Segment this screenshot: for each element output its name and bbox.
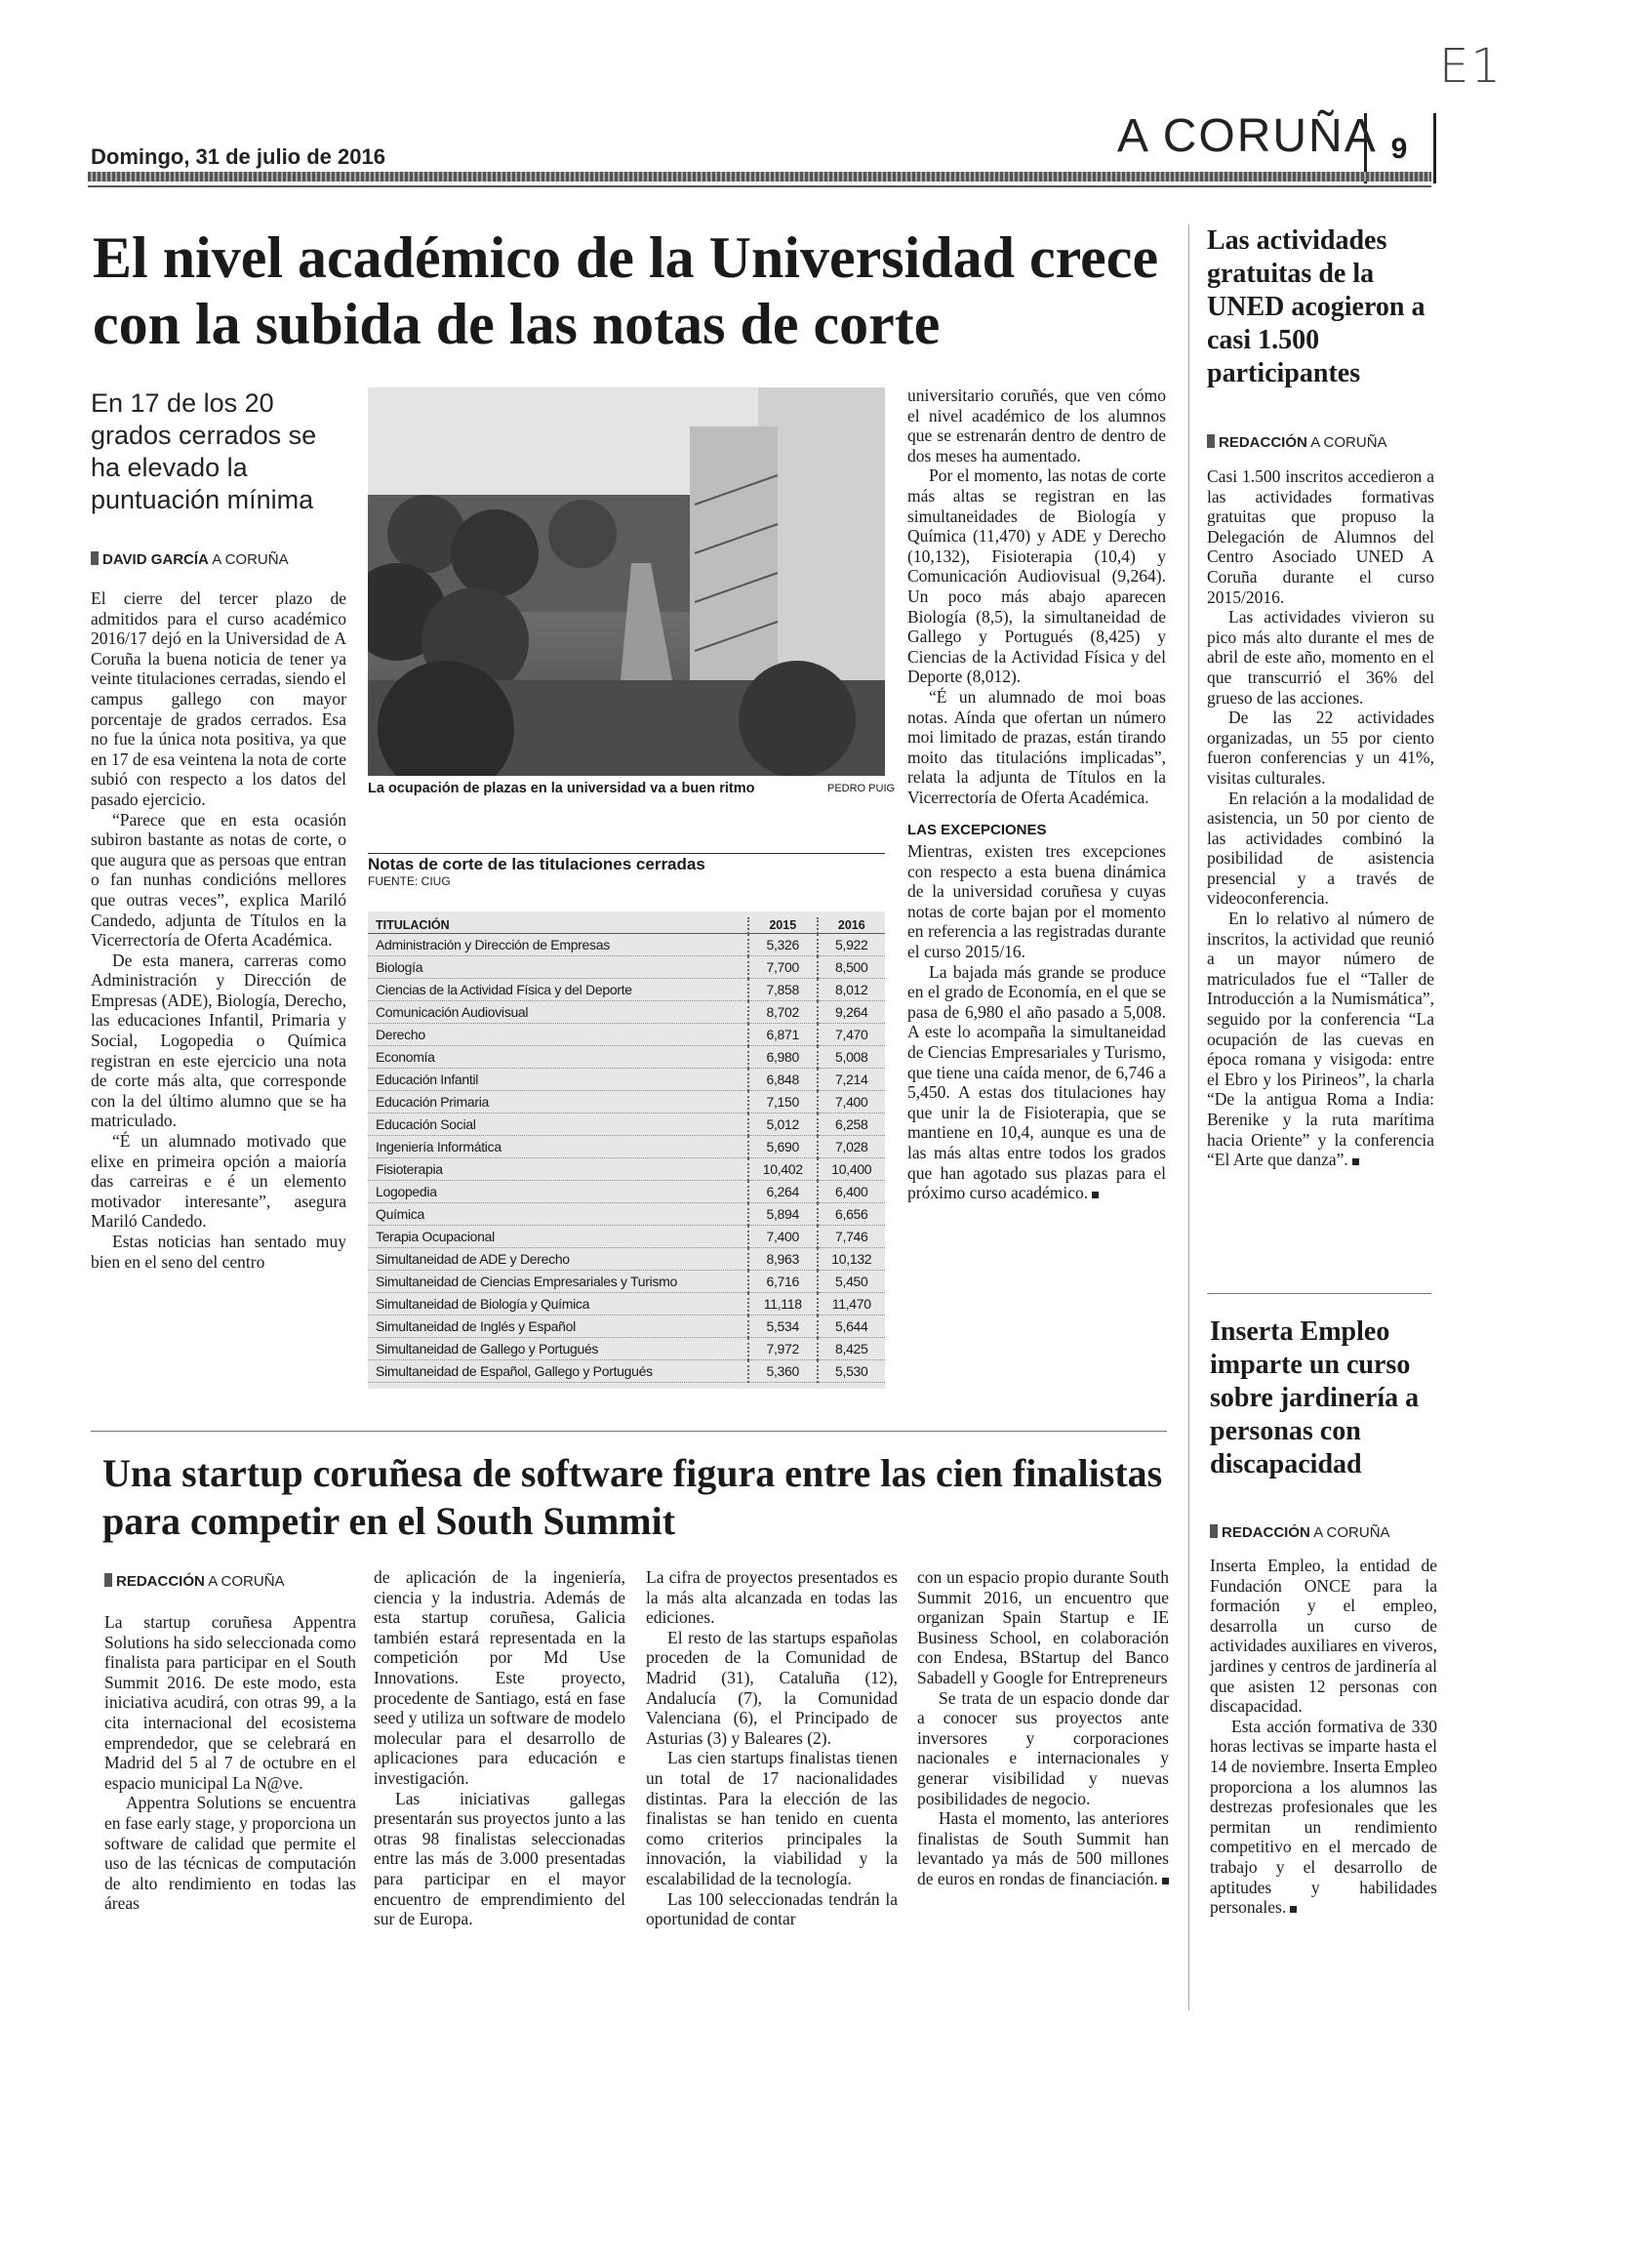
table-cell-2015: 5,894 [748, 1203, 818, 1226]
table-cell-2016: 10,132 [818, 1248, 885, 1271]
page-number: 9 [1390, 133, 1408, 165]
table-cell-2016: 7,470 [818, 1024, 885, 1046]
handwritten-mark: E1 [1439, 39, 1503, 94]
byline-marker [1210, 1524, 1218, 1538]
section-title: A CORUÑA [1117, 110, 1378, 162]
table-cell-2015: 11,118 [748, 1293, 818, 1316]
table-row [368, 1069, 885, 1091]
main-column-3 [907, 385, 1166, 1203]
table-cell-2015: 6,716 [748, 1271, 818, 1293]
table-cell-2015: 10,402 [748, 1158, 818, 1181]
table-cell-degree: Educación Social [368, 1114, 748, 1136]
uned-body [1207, 466, 1434, 1170]
startup-headline: Una startup coruñesa de software figura entre las cien finalistas para competir en el South Summit [102, 1451, 1163, 1543]
table-cell-2015: 7,150 [748, 1091, 818, 1114]
column-header-degree: TITULACIÓN [368, 917, 748, 934]
photo-caption: La ocupación de plazas en la universidad va a buen ritmo [368, 781, 755, 796]
byline-author: REDACCIÓN [1219, 434, 1307, 451]
table-cell-degree: Ingeniería Informática [368, 1136, 748, 1158]
table-cell-2016: 7,028 [818, 1136, 885, 1158]
paragraph: “É un alumnado de moi boas notas. Aínda que ofertan un número moi limitado de prazas, están tirando moito das titulacións implicadas”, relata la adjunta de Títulos en la Vicerrectoría de Oferta Académica. [907, 686, 1166, 807]
table-row [368, 1360, 885, 1383]
paragraph: El cierre del tercer plazo de admitidos para el curso académico 2016/17 dejó en la Universidad de A Coruña la buena noticia de tener ya veinte titulaciones cerradas, siendo el campus gallego con mayor porcentaje de grados cerrados. Esa no fue la única nota positiva, ya que en 17 de esa veintena la nota de corte subió con respecto a los datos del pasado ejercicio. [91, 588, 346, 809]
paragraph: de aplicación de la ingeniería, ciencia y la industria. Además de esta startup coruñesa, Galicia también estará representada en la competición por Md Use Innovations. Este proyecto, procedente de Santiago, está en fase seed y utiliza un software de modelo molecular para el desarrollo de aplicaciones para educación e investigación. [374, 1567, 625, 1788]
byline-place: A CORUÑA [208, 1573, 285, 1590]
paragraph: Las iniciativas gallegas presentarán sus proyectos junto a las otras 98 finalistas seleccionadas entre las más de 3.000 presentadas para participar en el mayor encuentro de emprendimiento del sur de Europa. [374, 1788, 625, 1929]
table-cell-2016: 8,425 [818, 1338, 885, 1360]
paragraph: Casi 1.500 inscritos accedieron a las actividades formativas gratuitas que propuso la Delegación de Alumnos del Centro Asociado UNED A Coruña durante el curso 2015/2016. [1207, 466, 1434, 607]
table-cell-degree: Química [368, 1203, 748, 1226]
table-cell-2015: 6,871 [748, 1024, 818, 1046]
table-cell-2016: 5,008 [818, 1046, 885, 1069]
paragraph [907, 962, 1166, 1203]
table-header-row [368, 917, 885, 934]
table-cell-degree: Terapia Ocupacional [368, 1226, 748, 1248]
column-header-2016: 2016 [818, 917, 885, 934]
byline-author: DAVID GARCÍA [102, 551, 209, 568]
table-cell-2016: 5,530 [818, 1360, 885, 1383]
table-cell-2016: 8,500 [818, 956, 885, 979]
inserta-byline [1210, 1524, 1390, 1541]
table-row [368, 1091, 885, 1114]
table-row [368, 1226, 885, 1248]
table-row [368, 1338, 885, 1360]
table-cell-degree: Comunicación Audiovisual [368, 1001, 748, 1024]
end-mark [1290, 1906, 1297, 1913]
paragraph-text: Hasta el momento, las anteriores finalistas de South Summit han levantado ya más de 500 millones de euros en rondas de financiación. [917, 1808, 1169, 1888]
table-cell-degree: Simultaneidad de Biología y Química [368, 1293, 748, 1316]
table-cell-2016: 11,470 [818, 1293, 885, 1316]
table-cell-2015: 7,700 [748, 956, 818, 979]
byline-place: A CORUÑA [212, 551, 289, 568]
table-cell-degree: Simultaneidad de Español, Gallego y Portugués [368, 1360, 748, 1383]
paragraph-text: Esta acción formativa de 330 horas lectivas se imparte hasta el 14 de noviembre. Inserta Empleo proporciona a los alumnos las destrezas profesionales que les permitan un rendimiento competitivo en el mercado de trabajo y el desarrollo de aptitudes y habilidades personales. [1210, 1716, 1437, 1918]
table-row [368, 1248, 885, 1271]
university-photo [368, 387, 885, 776]
paragraph: Las cien startups finalistas tienen un total de 17 nacionalidades distintas. Para la elección de las finalistas se han tenido en cuenta como criterios principales la innovación, la viabilidad y la escalabilidad de la tecnología. [646, 1748, 898, 1888]
grades-table [368, 911, 885, 1389]
table-cell-2016: 10,400 [818, 1158, 885, 1181]
byline-author: REDACCIÓN [1222, 1524, 1310, 1541]
table-cell-degree: Fisioterapia [368, 1158, 748, 1181]
table-row [368, 956, 885, 979]
photo-illustration [368, 387, 885, 776]
paragraph: De esta manera, carreras como Administración y Dirección de Empresas (ADE), Biología, Derecho, las educaciones Infantil, Primaria y Social, Logopedia o Química registran en este ejercicio una nota de corte más alta, que corresponde con la del último alumno que se ha matriculado. [91, 950, 346, 1131]
sidebar-divider [1207, 1293, 1431, 1294]
paragraph: Inserta Empleo, la entidad de Fundación ONCE para la formación y el empleo, desarrolla un curso de actividades auxiliares en viveros, jardines y centros de jardinería al que asisten 12 personas con discapacidad. [1210, 1556, 1437, 1717]
table-cell-2016: 6,656 [818, 1203, 885, 1226]
main-column-1 [91, 588, 346, 1272]
table-cell-2016: 9,264 [818, 1001, 885, 1024]
byline-marker [1207, 434, 1215, 448]
paragraph: “É un alumnado motivado que elixe en primeira opción a maioría das carreiras e é un elemento motivador interesante”, asegura Mariló Candedo. [91, 1131, 346, 1232]
byline-author: REDACCIÓN [116, 1573, 205, 1590]
table-cell-2016: 5,644 [818, 1316, 885, 1338]
inserta-body [1210, 1556, 1437, 1918]
table-cell-2016: 7,400 [818, 1091, 885, 1114]
table-cell-2015: 5,012 [748, 1114, 818, 1136]
table-cell-2015: 7,858 [748, 979, 818, 1001]
table-row [368, 934, 885, 956]
table-row [368, 1136, 885, 1158]
table-row [368, 1001, 885, 1024]
paragraph: con un espacio propio durante South Summit 2016, un encuentro que organizan Spain Startup e IE Business School, en colaboración con Endesa, BStartup del Banco Sabadell y Google for Entrepreneurs [917, 1567, 1169, 1687]
table-cell-2015: 5,690 [748, 1136, 818, 1158]
table-cell-2016: 5,450 [818, 1271, 885, 1293]
table-cell-2016: 6,258 [818, 1114, 885, 1136]
table-row [368, 1203, 885, 1226]
article-divider [91, 1431, 1167, 1432]
table-row [368, 1293, 885, 1316]
page-date: Domingo, 31 de julio de 2016 [91, 144, 385, 169]
paragraph: La startup coruñesa Appentra Solutions ha sido seleccionada como finalista para participar en el South Summit 2016. De este modo, esta iniciativa acudirá, con otras 99, a la cita internacional del ecosistema emprendedor, que se celebrará en Madrid del 5 al 7 de octubre en el espacio municipal La N@ve. [104, 1612, 356, 1793]
inserta-headline: Inserta Empleo imparte un curso sobre jardinería a personas con discapacidad [1210, 1316, 1420, 1479]
table-cell-degree: Simultaneidad de Ciencias Empresariales y Turismo [368, 1271, 748, 1293]
startup-column-2 [374, 1567, 625, 1929]
table-row [368, 979, 885, 1001]
byline-place: A CORUÑA [1310, 434, 1387, 451]
paragraph: La cifra de proyectos presentados es la más alta alcanzada en todas las ediciones. [646, 1567, 898, 1628]
table-row [368, 1024, 885, 1046]
end-mark [1352, 1158, 1359, 1165]
table-cell-degree: Educación Infantil [368, 1069, 748, 1091]
paragraph: universitario coruñés, que ven cómo el nivel académico de los alumnos que se estrenarán dentro de dentro de dos meses ha aumentado. [907, 385, 1166, 466]
table-row [368, 1158, 885, 1181]
paragraph: Las actividades vivieron su pico más alto durante el mes de abril de este año, momento en el que transcurrió el 36% del grueso de las acciones. [1207, 607, 1434, 708]
table-cell-2016: 8,012 [818, 979, 885, 1001]
table-cell-degree: Administración y Dirección de Empresas [368, 934, 748, 956]
paragraph-text: La bajada más grande se produce en el grado de Economía, en el que se pasa de 6,980 el año pasado a 5,008. A este lo acompaña la simultaneidad de Ciencias Empresariales y Turismo, que tiene una caída menor, de 6,746 a 5,450. A estas dos titulaciones hay que unir la de Fisioterapia, que se mantiene en 10,4, aunque es una de las más altas entre todos los grados que han agotado sus plazas para el próximo curso académico. [907, 961, 1166, 1203]
table-row [368, 1046, 885, 1069]
startup-column-1 [104, 1612, 356, 1914]
byline-marker [104, 1573, 112, 1587]
table-cell-degree: Simultaneidad de Inglés y Español [368, 1316, 748, 1338]
paragraph-text: En lo relativo al número de inscritos, la actividad que reunió a un mayor número de matriculados fue el “Taller de Introducción a la Numismática”, seguido por la conferencia “La ocupación de las cuevas en época romana y visigoda: entre el Ebro y los Pirineos”, la charla “De la antigua Roma a India: Berenike y la ruta marítima hacia Oriente” y la conferencia “El Arte que danza”. [1207, 909, 1434, 1170]
main-headline: El nivel académico de la Universidad crece con la subida de las notas de corte [93, 225, 1159, 356]
subhead-exceptions: LAS EXCEPCIONES [907, 822, 1047, 839]
table-cell-degree: Simultaneidad de ADE y Derecho [368, 1248, 748, 1271]
paragraph: Estas noticias han sentado muy bien en el seno del centro [91, 1232, 346, 1272]
table-cell-degree: Logopedia [368, 1181, 748, 1203]
table-cell-2015: 8,702 [748, 1001, 818, 1024]
column-divider [1188, 224, 1189, 2010]
uned-headline: Las actividades gratuitas de la UNED acogieron a casi 1.500 participantes [1207, 225, 1425, 388]
table-row [368, 1114, 885, 1136]
table-row [368, 1316, 885, 1338]
end-mark [1162, 1878, 1169, 1884]
table-cell-degree: Simultaneidad de Gallego y Portugués [368, 1338, 748, 1360]
table-cell-2015: 8,963 [748, 1248, 818, 1271]
table-cell-2016: 5,922 [818, 934, 885, 956]
main-subheadline: En 17 de los 20 grados cerrados se ha elevado la puntuación mínima [91, 388, 317, 514]
photo-credit: PEDRO PUIG [827, 783, 896, 794]
header-rule-thin [88, 185, 1431, 187]
table-cell-degree: Economía [368, 1046, 748, 1069]
table-cell-2015: 7,972 [748, 1338, 818, 1360]
paragraph [1210, 1717, 1437, 1918]
grades-table-grid [368, 917, 885, 1383]
table-rule [368, 853, 885, 854]
table-cell-degree: Ciencias de la Actividad Física y del Deporte [368, 979, 748, 1001]
paragraph: Mientras, existen tres excepciones con respecto a esta buena dinámica de la universidad coruñesa y cuyas notas de corte bajan por el momento en referencia a las registradas durante el curso 2015/16. [907, 841, 1166, 962]
paragraph: Las 100 seleccionadas tendrán la oportunidad de contar [646, 1888, 898, 1929]
table-cell-degree: Biología [368, 956, 748, 979]
byline-marker [91, 551, 99, 565]
table-cell-2015: 6,980 [748, 1046, 818, 1069]
paragraph: El resto de las startups españolas proceden de la Comunidad de Madrid (31), Cataluña (12), Andalucía (7), la Comunidad Valenciana (6), el Principado de Asturias (3) y Baleares (2). [646, 1627, 898, 1748]
paragraph: En relación a la modalidad de asistencia, un 50 por ciento de las actividades combinó la posibilidad de asistencia presencial y a través de videoconferencia. [1207, 788, 1434, 909]
table-cell-2016: 7,746 [818, 1226, 885, 1248]
startup-byline [104, 1573, 285, 1590]
startup-column-4 [917, 1567, 1169, 1889]
paragraph: Appentra Solutions se encuentra en fase early stage, y proporciona un software de calidad que permite el uso de las técnicas de computación de alto rendimiento en todas las áreas [104, 1793, 356, 1914]
table-cell-2015: 6,848 [748, 1069, 818, 1091]
startup-column-3 [646, 1567, 898, 1929]
table-row [368, 1271, 885, 1293]
column-header-2015: 2015 [748, 917, 818, 934]
table-cell-2015: 7,400 [748, 1226, 818, 1248]
table-cell-2015: 5,534 [748, 1316, 818, 1338]
table-cell-2015: 5,360 [748, 1360, 818, 1383]
end-mark [1092, 1192, 1099, 1198]
table-cell-2015: 5,326 [748, 934, 818, 956]
table-title: Notas de corte de las titulaciones cerradas [368, 855, 705, 873]
table-cell-degree: Derecho [368, 1024, 748, 1046]
header-rule [88, 172, 1431, 182]
paragraph: Se trata de un espacio donde dar a conocer sus proyectos ante inversores y corporaciones nacionales e internacionales y generar visibilidad y nuevas posibilidades de negocio. [917, 1687, 1169, 1808]
table-cell-2016: 6,400 [818, 1181, 885, 1203]
paragraph [917, 1808, 1169, 1888]
main-byline [91, 551, 289, 568]
byline-place: A CORUÑA [1313, 1524, 1390, 1541]
paragraph: De las 22 actividades organizadas, un 55 por ciento fueron conferencias y un 41%, visitas culturales. [1207, 708, 1434, 788]
table-row [368, 1181, 885, 1203]
table-cell-2016: 7,214 [818, 1069, 885, 1091]
table-cell-2015: 6,264 [748, 1181, 818, 1203]
paragraph: “Parece que en esta ocasión subiron bastante as notas de corte, o que augura que as persoas que entran o fan nunhas condicións mellores que outras veces”, explica Mariló Candedo, adjunta de Títulos en la Vicerrectoría de Oferta Académica. [91, 809, 346, 951]
paragraph: Por el momento, las notas de corte más altas se registran en las simultaneidades de Biología y Química (11,470) y ADE y Derecho (10,132), Fisioterapia (10,4) y Comunicación Audiovisual (9,264). Un poco más abajo aparecen Biología (8,5), la simultaneidad de Gallego y Portugués (8,425) y Ciencias de la Actividad Física y del Deporte (8,012). [907, 466, 1166, 687]
paragraph [1207, 909, 1434, 1170]
uned-byline [1207, 434, 1387, 451]
table-source: FUENTE: CIUG [368, 874, 451, 888]
table-cell-degree: Educación Primaria [368, 1091, 748, 1114]
